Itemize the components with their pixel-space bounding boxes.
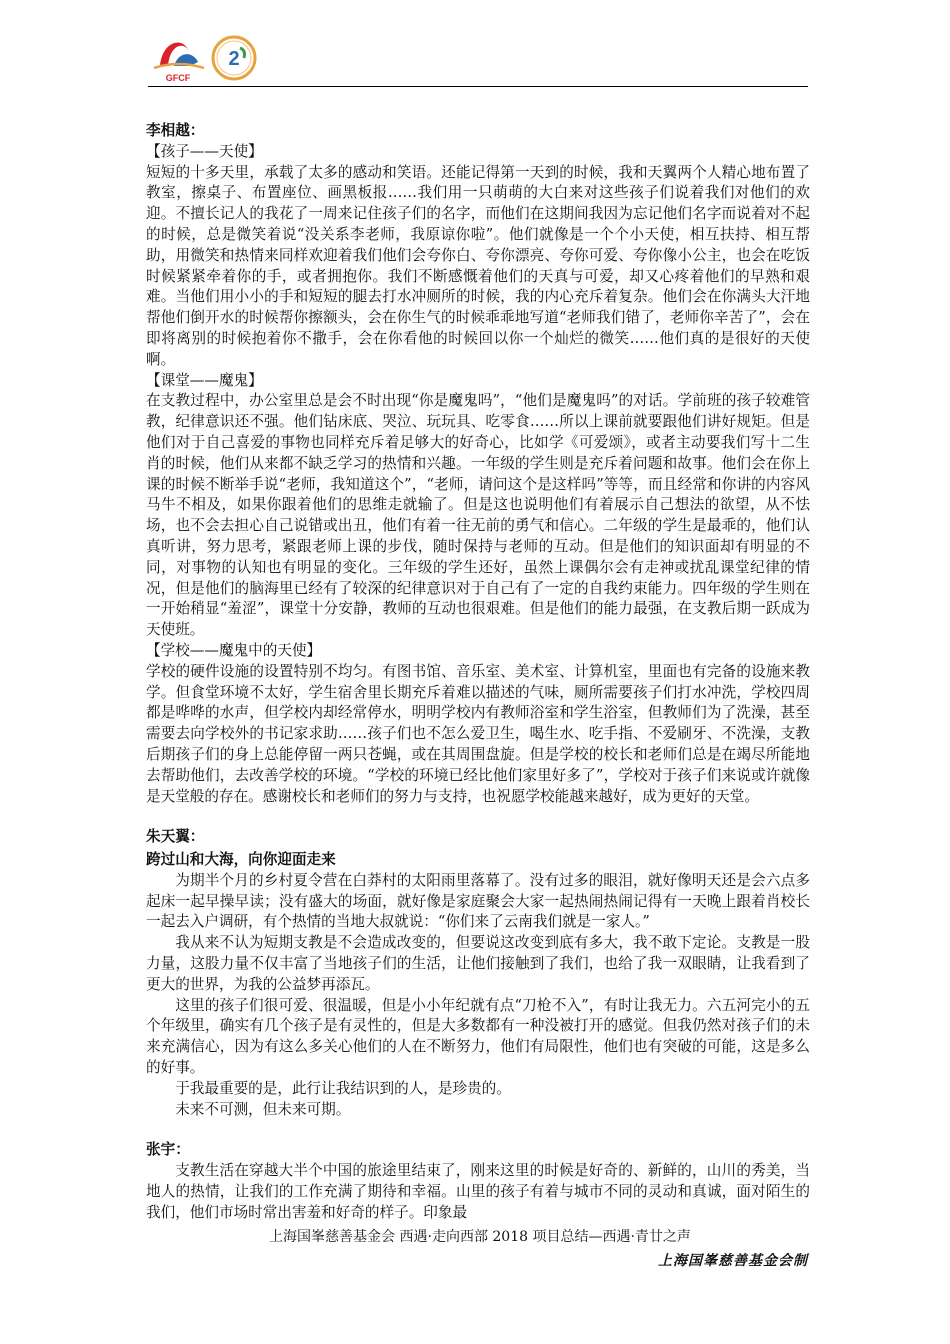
header-divider: [148, 86, 808, 87]
footer-signature: 上海国峯慈善基金会制: [658, 1253, 808, 1269]
program-logo-text: 2: [228, 48, 240, 70]
paragraph: 在支教过程中，办公室里总是会不时出现“你是魔鬼吗”，“他们是魔鬼吗”的对话。学前班的孩子较难管教，纪律意识还不强。他们钻床底、哭泣、玩玩具、吃零食……所以上课前就要跟他们讲好规矩。但是他们对于自己喜爱的事物也同样充斥着足够大的好奇心，比如学《可爱颂》，或者主动要我们写十二生肖的时候，他们从来都不缺乏学习的热情和兴趣。一年级的学生则是充斥着问题和故事。他们会在你上课的时候不断举手说“老师，我知道这个”，“老师，请问这个是这样吗”等等，而且经常和你讲的内容风马牛不相及，如果你跟着他们的思维走就输了。但是这也说明他们有着展示自己想法的欲望，从不怯场，也不会去担心自己说错或出丑，他们有着一往无前的勇气和信心。二年级的学生是最乖的，他们认真听讲，努力思考，紧跟老师上课的步伐，随时保持与老师的互动。但是他们的知识面却有明显的不同，对事物的认知也有明显的变化。三年级的学生还好，虽然上课偶尔会有走神或扰乱课堂纪律的情况，但是他们的脑海里已经有了较深的纪律意识对于自己有了一定的自我约束能力。四年级的学生则在一开始稍显“羞涩”，课堂十分安静，教师的互动也很艰难。但是他们的能力最强，在支教后期一跃成为天使班。: [146, 392, 810, 639]
footer-caption: 上海国峯慈善基金会 西遇·走向西部 2018 项目总结—西遇·青廿之声: [269, 1229, 691, 1245]
document-body: [146, 121, 810, 1224]
gfcf-logo-text: GFCF: [165, 73, 191, 83]
page-header: [148, 28, 808, 88]
section-heading: 【孩子——天使】: [146, 142, 263, 160]
program-logo: [210, 34, 258, 82]
paragraph: 学校的硬件设施的设置特别不均匀。有图书馆、音乐室、美术室、计算机室，里面也有完备的设施来教学。但食堂环境不太好，学生宿舍里长期充斥着难以描述的气味，厕所需要孩子们打水冲洗，学校四周都是哗哗的水声，但学校内却经常停水，明明学校内有教师浴室和学生浴室，但教师们为了洗澡，甚至需要去向学校外的书记家求助……孩子们也不怎么爱卫生，喝生水、吃手指、不爱刷牙、不洗澡，支教后期孩子们的身上总能停留一两只苍蝇，或在其周围盘旋。但是学校的校长和老师们总是在竭尽所能地去帮助他们，去改善学校的环境。“学校的环境已经比他们家里好多了”，学校对于孩子们来说或许就像是天堂般的存在。感谢校长和老师们的努力与支持，也祝愿学校能越来越好，成为更好的天堂。: [146, 662, 810, 805]
paragraph: 为期半个月的乡村夏令营在白莽村的太阳雨里落幕了。没有过多的眼泪，就好像明天还是会六点多起床一起早操早读；没有盛大的场面，就好像是家庭聚会大家一起热闹热闹记得有一天晚上跟着肖校长一起去入户调研，有个热情的当地大叔就说：“你们来了云南我们就是一家人。”: [146, 871, 810, 931]
paragraph: 支教生活在穿越大半个中国的旅途里结束了，刚来这里的时候是好奇的、新鲜的，山川的秀美，当地人的热情，让我们的工作充满了期待和幸福。山里的孩子有着与城市不同的灵动和真诚，面对陌生的我们，他们市场时常出害羞和好奇的样子。印象最: [146, 1162, 810, 1221]
author-name: 张宇：: [146, 1141, 190, 1159]
essay-title: 跨过山和大海，向你迎面走来: [146, 851, 336, 869]
paragraph: 我从来不认为短期支教是不会造成改变的，但要说这改变到底有多大，我不敢下定论。支教是一股力量，这股力量不仅丰富了当地孩子们的生活，让他们接触到了我们，也给了我一双眼睛，让我看到了更大的世界，为我的公益梦再添瓦。: [146, 934, 810, 993]
author-name: 朱天翼：: [146, 828, 205, 846]
paragraph: 这里的孩子们很可爱、很温暖，但是小小年纪就有点“刀枪不入”，有时让我无力。六五河完小的五个年级里，确实有几个孩子是有灵性的，但是大多数都有一种没被打开的感觉。但我仍然对孩子们的未来充满信心，因为有这么多关心他们的人在不断努力，他们有局限性，他们也有突破的可能，这是多么的好事。: [146, 996, 810, 1077]
paragraph: 短短的十多天里，承载了太多的感动和笑语。还能记得第一天到的时候，我和天翼两个人精心地布置了教室，擦桌子、布置座位、画黑板报……我们用一只萌萌的大白来对这些孩子们说着我们对他们的欢迎。不擅长记人的我花了一周来记住孩子们的名字，而他们在这期间我因为忘记他们名字而说着对不起的时候，总是微笑着说“没关系李老师，我原谅你啦”。他们就像是一个个小天使，相互扶持、相互帮助，用微笑和热情来同样欢迎着我们他们会夸你白、夸你漂亮、夸你可爱、夸你像小公主，也会在吃饭时候紧紧牵着你的手，或者拥抱你。我们不断感慨着他们的天真与可爱，却又心疼着他们的早熟和艰难。当他们用小小的手和短短的腿去打水冲厕所的时候，我的内心充斥着复杂。他们会在你满头大汗地帮他们倒开水的时候帮你擦额头，会在你生气的时候乖乖地写道“老师我们错了，老师你辛苦了”，会在即将离别的时候抱着你不撒手，会在你看他的时候回以你一个灿烂的微笑……他们真的是很好的天使啊。: [146, 163, 810, 368]
gfcf-logo: [148, 32, 208, 84]
section-heading: 【课堂——魔鬼】: [146, 371, 263, 389]
paragraph: 未来不可测，但未来可期。: [175, 1100, 351, 1118]
paragraph: 于我最重要的是，此行让我结识到的人，是珍贵的。: [175, 1079, 511, 1097]
section-heading: 【学校——魔鬼中的天使】: [146, 641, 322, 659]
author-name: 李相越：: [146, 122, 205, 139]
